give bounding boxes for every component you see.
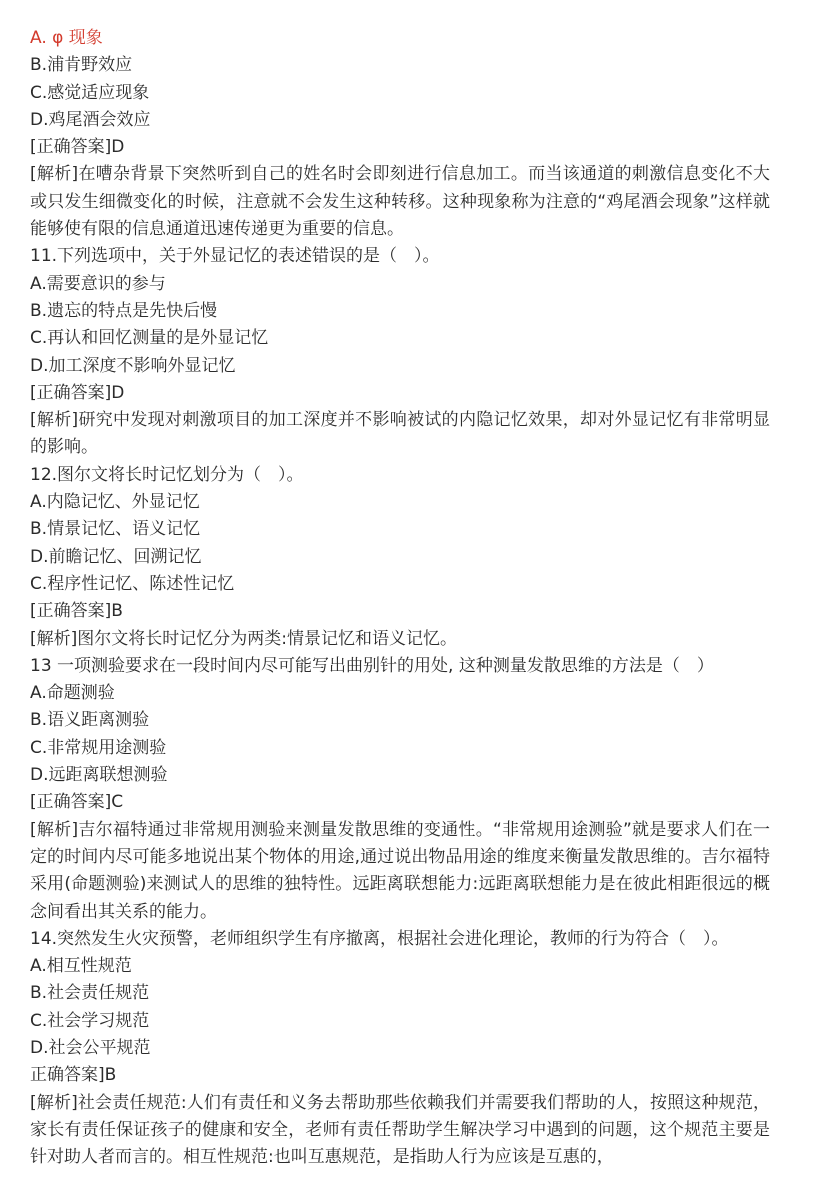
q11-question: 11.下列选项中，关于外显记忆的表述错误的是（ ）。 (30, 246, 440, 267)
q10-option-b: B.浦肯野效应 (30, 55, 133, 76)
q14-option-b: B.社会责任规范 (30, 983, 150, 1004)
q10-option-c: C.感觉适应现象 (30, 82, 150, 103)
q10-analysis: [解析]在嘈杂背景下突然听到自己的姓名时会即刻进行信息加工。而当该通道的刺激信息变化不大或只发生细微变化的时候，注意就不会发生这种转移。这种现象称为注意的“鸡尾酒会现象”这样就能够使有限的信息通道迅速传递更为重要的信息。 (30, 164, 770, 240)
q13-analysis: [解析]吉尔福特通过非常规用测验来测量发散思维的变通性。“非常规用途测验”就是要求人们在一定的时间内尽可能多地说出某个物体的用途,通过说出物品用途的维度来衡量发散思维的。吉尔福特采用(命题测验)来测试人的思维的独特性。远距离联想能力:远距离联想能力是在彼此相距很远的概念间看出其关系的能力。 (30, 819, 770, 922)
q14-question: 14.突然发生火灾预警，老师组织学生有序撤离，根据社会进化理论，教师的行为符合（ ）。 (30, 928, 729, 949)
q13-question: 13 一项测验要求在一段时间内尽可能写出曲别针的用处, 这种测量发散思维的方法是（ ） (30, 655, 714, 676)
q11-option-b: B.遗忘的特点是先快后慢 (30, 300, 218, 321)
q10-option-a: A. φ 现象 (30, 28, 103, 48)
q13-option-b: B.语义距离测验 (30, 710, 150, 731)
q14-analysis: [解析]社会责任规范:人们有责任和义务去帮助那些依赖我们并需要我们帮助的人，按照这种规范，家长有责任保证孩子的健康和安全，老师有责任帮助学生解决学习中遇到的问题，这个规范主要是针对助人者而言的。相互性规范:也叫互惠规范，是指助人行为应该是互惠的， (30, 1092, 770, 1168)
q13-option-c: C.非常规用途测验 (30, 737, 167, 758)
q13-answer: [正确答案]C (30, 792, 124, 813)
q14-answer: 正确答案]B (30, 1065, 117, 1086)
q14-option-d: D.社会公平规范 (30, 1037, 151, 1058)
q12-question: 12.图尔文将长时记忆划分为（ ）。 (30, 464, 304, 485)
q13-option-d: D.远距离联想测验 (30, 765, 168, 786)
q14-option-a: A.相互性规范 (30, 956, 132, 977)
q10-option-d: D.鸡尾酒会效应 (30, 109, 151, 130)
q11-option-c: C.再认和回忆测量的是外显记忆 (30, 328, 269, 349)
q12-option-c: C.程序性记忆、陈述性记忆 (30, 573, 235, 594)
q11-option-a: A.需要意识的参与 (30, 273, 166, 294)
q12-analysis: [解析]图尔文将长时记忆分为两类:情景记忆和语义记忆。 (30, 628, 457, 649)
q11-analysis: [解析]研究中发现对刺激项目的加工深度并不影响被试的内隐记忆效果，却对外显记忆有非常明显的影响。 (30, 410, 770, 458)
exam-page (30, 25, 770, 1171)
q12-option-a: A.内隐记忆、外显记忆 (30, 492, 200, 513)
q12-answer: [正确答案]B (30, 601, 123, 622)
q14-option-c: C.社会学习规范 (30, 1010, 150, 1031)
q11-option-d: D.加工深度不影响外显记忆 (30, 355, 236, 376)
q10-answer: [正确答案]D (30, 137, 125, 158)
q13-option-a: A.命题测验 (30, 683, 115, 704)
q11-answer: [正确答案]D (30, 382, 125, 403)
q12-option-b: B.情景记忆、语义记忆 (30, 519, 201, 540)
q12-option-d: D.前瞻记忆、回溯记忆 (30, 546, 202, 567)
